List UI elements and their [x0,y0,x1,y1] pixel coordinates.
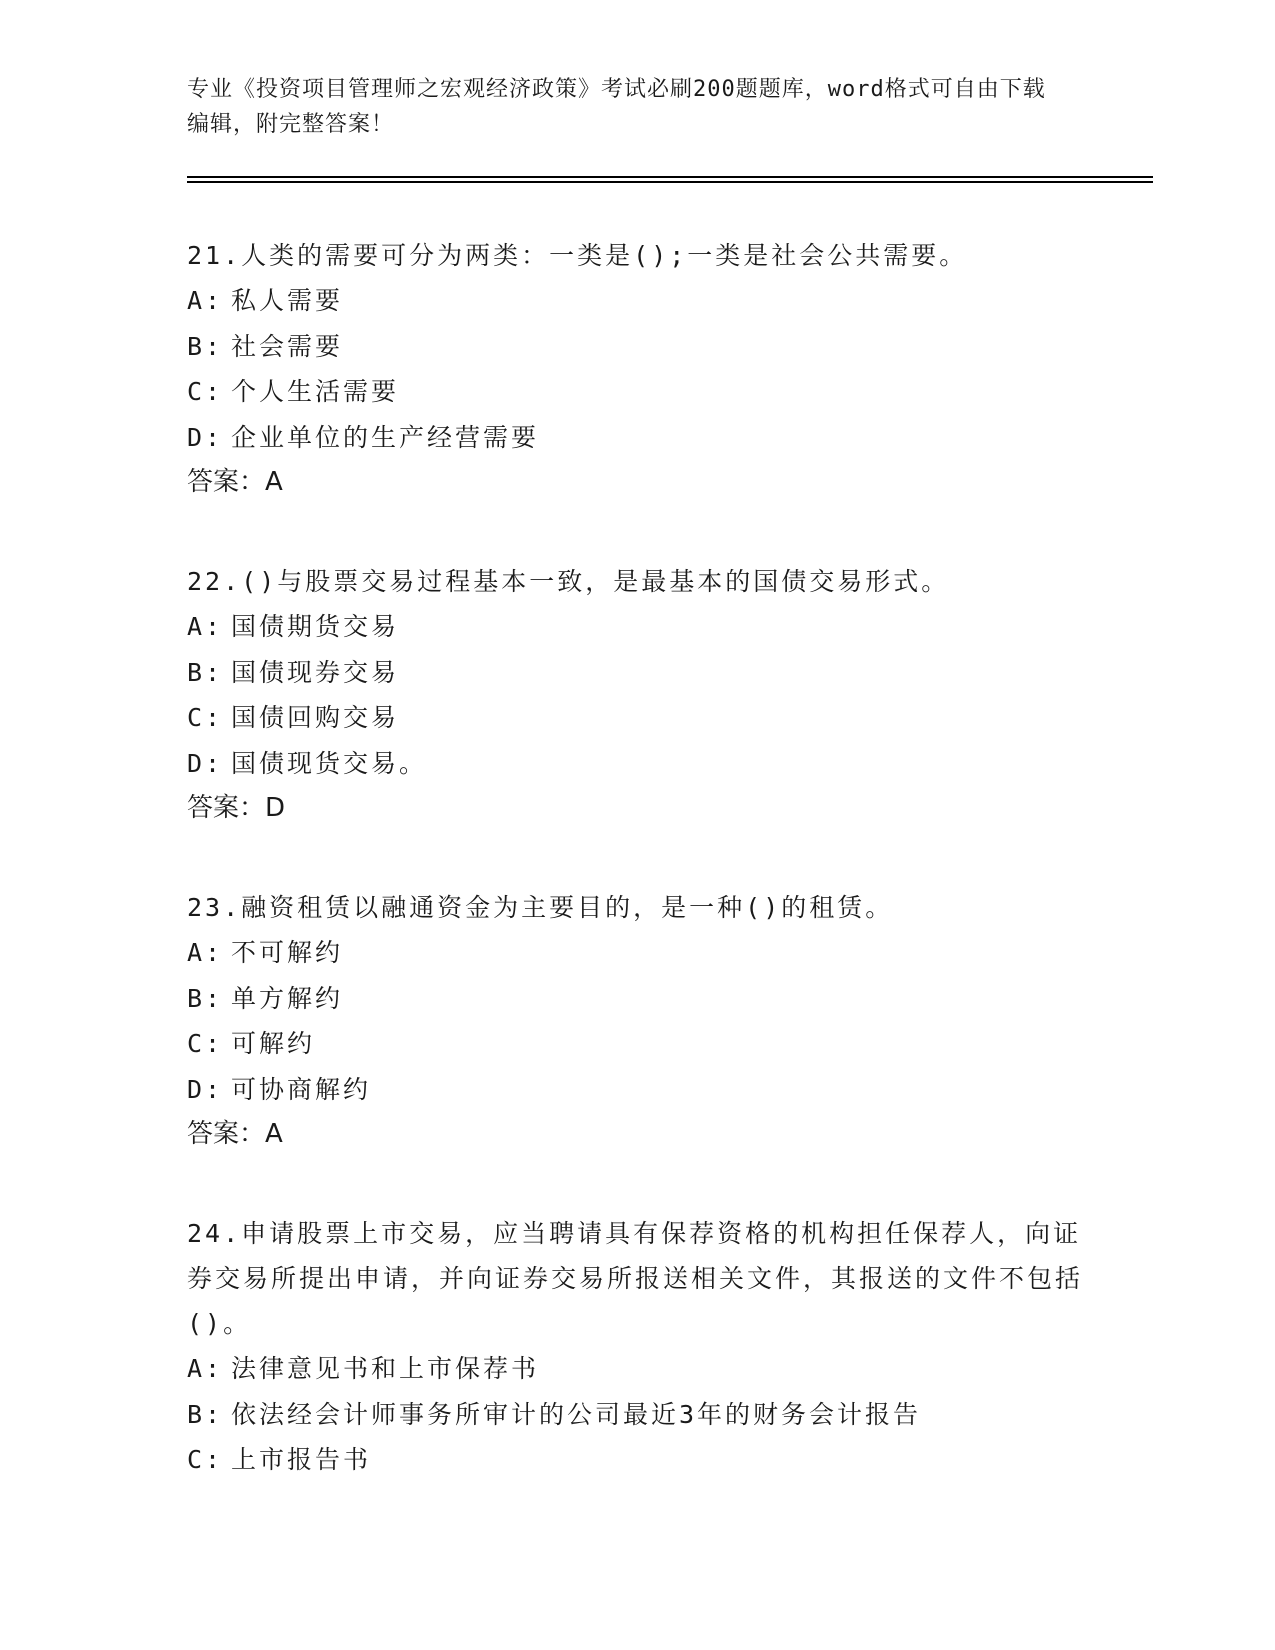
option-letter: A: [187,612,224,641]
option-a [187,604,1087,650]
question-list [187,233,1087,1537]
question-24 [187,1211,1087,1483]
option-text: 法律意见书和上市保荐书 [231,1354,540,1383]
option-text: 社会需要 [231,331,344,361]
option-text: 不可解约 [231,938,344,967]
document-intro: 专业《投资项目管理师之宏观经济政策》考试必刷200题题库，word格式可自由下载编辑，附完整答案！ [187,77,1046,137]
option-b [187,324,1087,370]
option-text: 可协商解约 [231,1074,372,1104]
option-text: 上市报告书 [231,1445,372,1474]
option-letter: D: [187,1074,224,1104]
option-letter: A: [187,938,224,967]
option-text: 可解约 [231,1029,316,1058]
option-c [187,1021,1087,1067]
option-letter: B: [187,331,224,361]
option-a [187,278,1087,324]
question-stem: 23.融资租赁以融通资金为主要目的，是一种()的租赁。 [187,893,894,922]
option-d [187,741,1087,787]
option-d [187,1067,1087,1113]
question-23 [187,885,1087,1157]
option-a [187,930,1087,976]
option-letter: B: [187,657,224,687]
option-letter: C: [187,1445,224,1474]
question-22 [187,559,1087,831]
option-d [187,415,1087,461]
option-c [187,695,1087,741]
option-letter: C: [187,1029,224,1058]
option-letter: C: [187,377,224,406]
header-divider-top [187,176,1153,178]
option-letter: B: [187,983,224,1013]
option-text: 依法经会计师事务所审计的公司最近3年的财务会计报告 [231,1399,922,1429]
option-text: 国债期货交易 [231,612,400,641]
option-text: 单方解约 [231,983,344,1013]
question-stem: 24.申请股票上市交易，应当聘请具有保荐资格的机构担任保荐人，向证券交易所提出申请，并向证券交易所报送相关文件，其报送的文件不包括()。 [187,1219,1084,1338]
header-divider-bottom [187,181,1153,183]
answer: 答案：A [187,1119,283,1149]
option-letter: D: [187,422,224,452]
option-text: 国债现货交易。 [231,748,428,778]
option-text: 个人生活需要 [231,377,400,406]
option-b [187,976,1087,1022]
option-b [187,1392,1087,1438]
option-b [187,650,1087,696]
answer: 答案：D [187,793,286,823]
option-c [187,1437,1087,1483]
option-text: 企业单位的生产经营需要 [231,422,540,452]
question-stem: 21.人类的需要可分为两类：一类是();一类是社会公共需要。 [187,241,968,270]
option-text: 国债回购交易 [231,703,400,732]
option-c [187,369,1087,415]
option-text: 国债现券交易 [231,657,400,687]
option-letter: B: [187,1399,224,1429]
option-letter: A: [187,286,224,315]
answer: 答案：A [187,467,283,497]
option-letter: A: [187,1354,224,1383]
option-letter: C: [187,703,224,732]
question-21 [187,233,1087,505]
option-text: 私人需要 [231,286,344,315]
option-letter: D: [187,748,224,778]
question-stem: 22.()与股票交易过程基本一致，是最基本的国债交易形式。 [187,567,950,596]
option-a [187,1346,1087,1392]
